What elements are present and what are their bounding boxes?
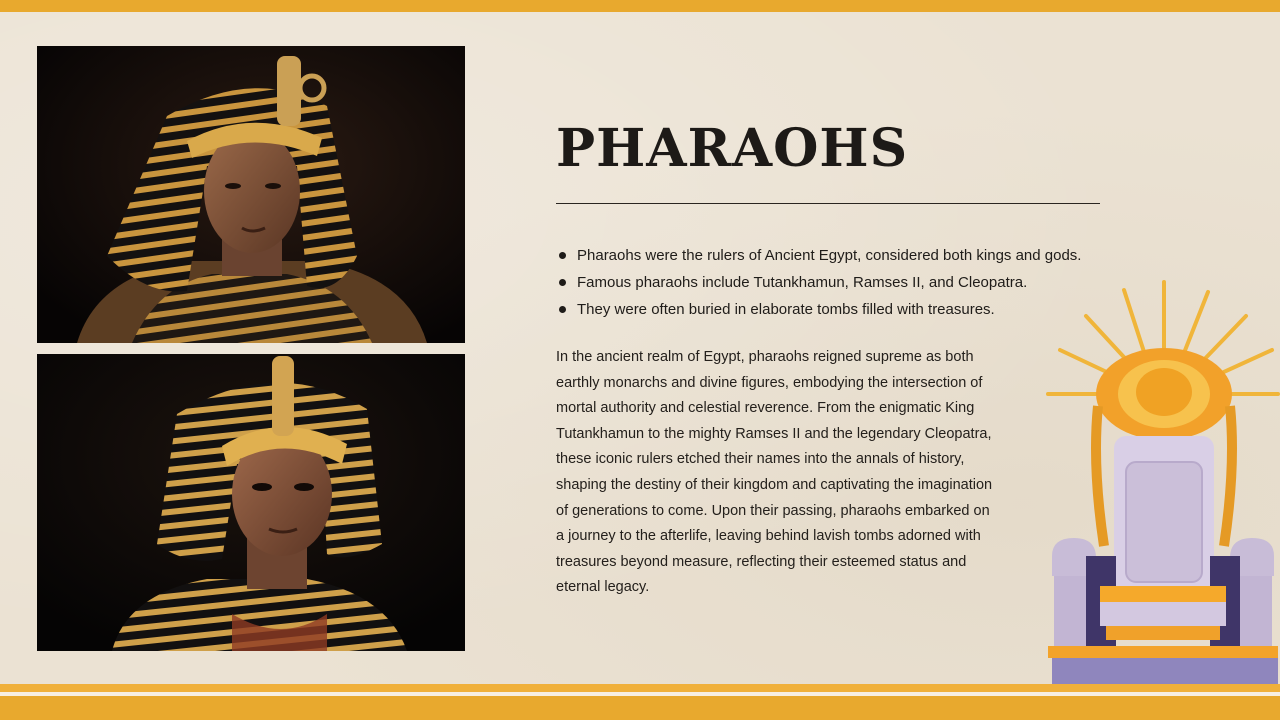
slide-title: PHARAOHS	[556, 118, 909, 179]
bottom-accent-bar	[0, 696, 1280, 720]
title-divider	[556, 203, 1100, 204]
bullet-item: They were often buried in elaborate tombs filled with treasures.	[556, 296, 1116, 323]
body-paragraph: In the ancient realm of Egypt, pharaohs reigned supreme as both earthly monarchs and divine figures, embodying the intersection of mortal authority and celestial reverence. From the enigmatic King Tutankhamun to the mighty Ramses II and the legendary Cleopatra, these iconic rulers etched their names into the annals of history, shaping the destiny of their kingdom and captivating the imagination of generations to come. Upon their passing, pharaohs embarked on a journey to the afterlife, leaving behind lavish tombs adorned with treasures beyond measure, reflecting their esteemed status and eternal legacy.	[556, 349, 993, 596]
bullet-item: Famous pharaohs include Tutankhamun, Ramses II, and Cleopatra.	[556, 269, 1116, 296]
top-accent-bar	[0, 0, 1280, 12]
bottom-accent-bar-thin	[0, 684, 1280, 692]
pharaoh-photo-top	[37, 46, 465, 343]
bullet-list	[556, 242, 1116, 323]
pharaoh-photo-bottom	[37, 354, 465, 651]
bullet-item: Pharaohs were the rulers of Ancient Egypt, considered both kings and gods.	[556, 242, 1116, 269]
throne-illustration	[1046, 276, 1280, 691]
